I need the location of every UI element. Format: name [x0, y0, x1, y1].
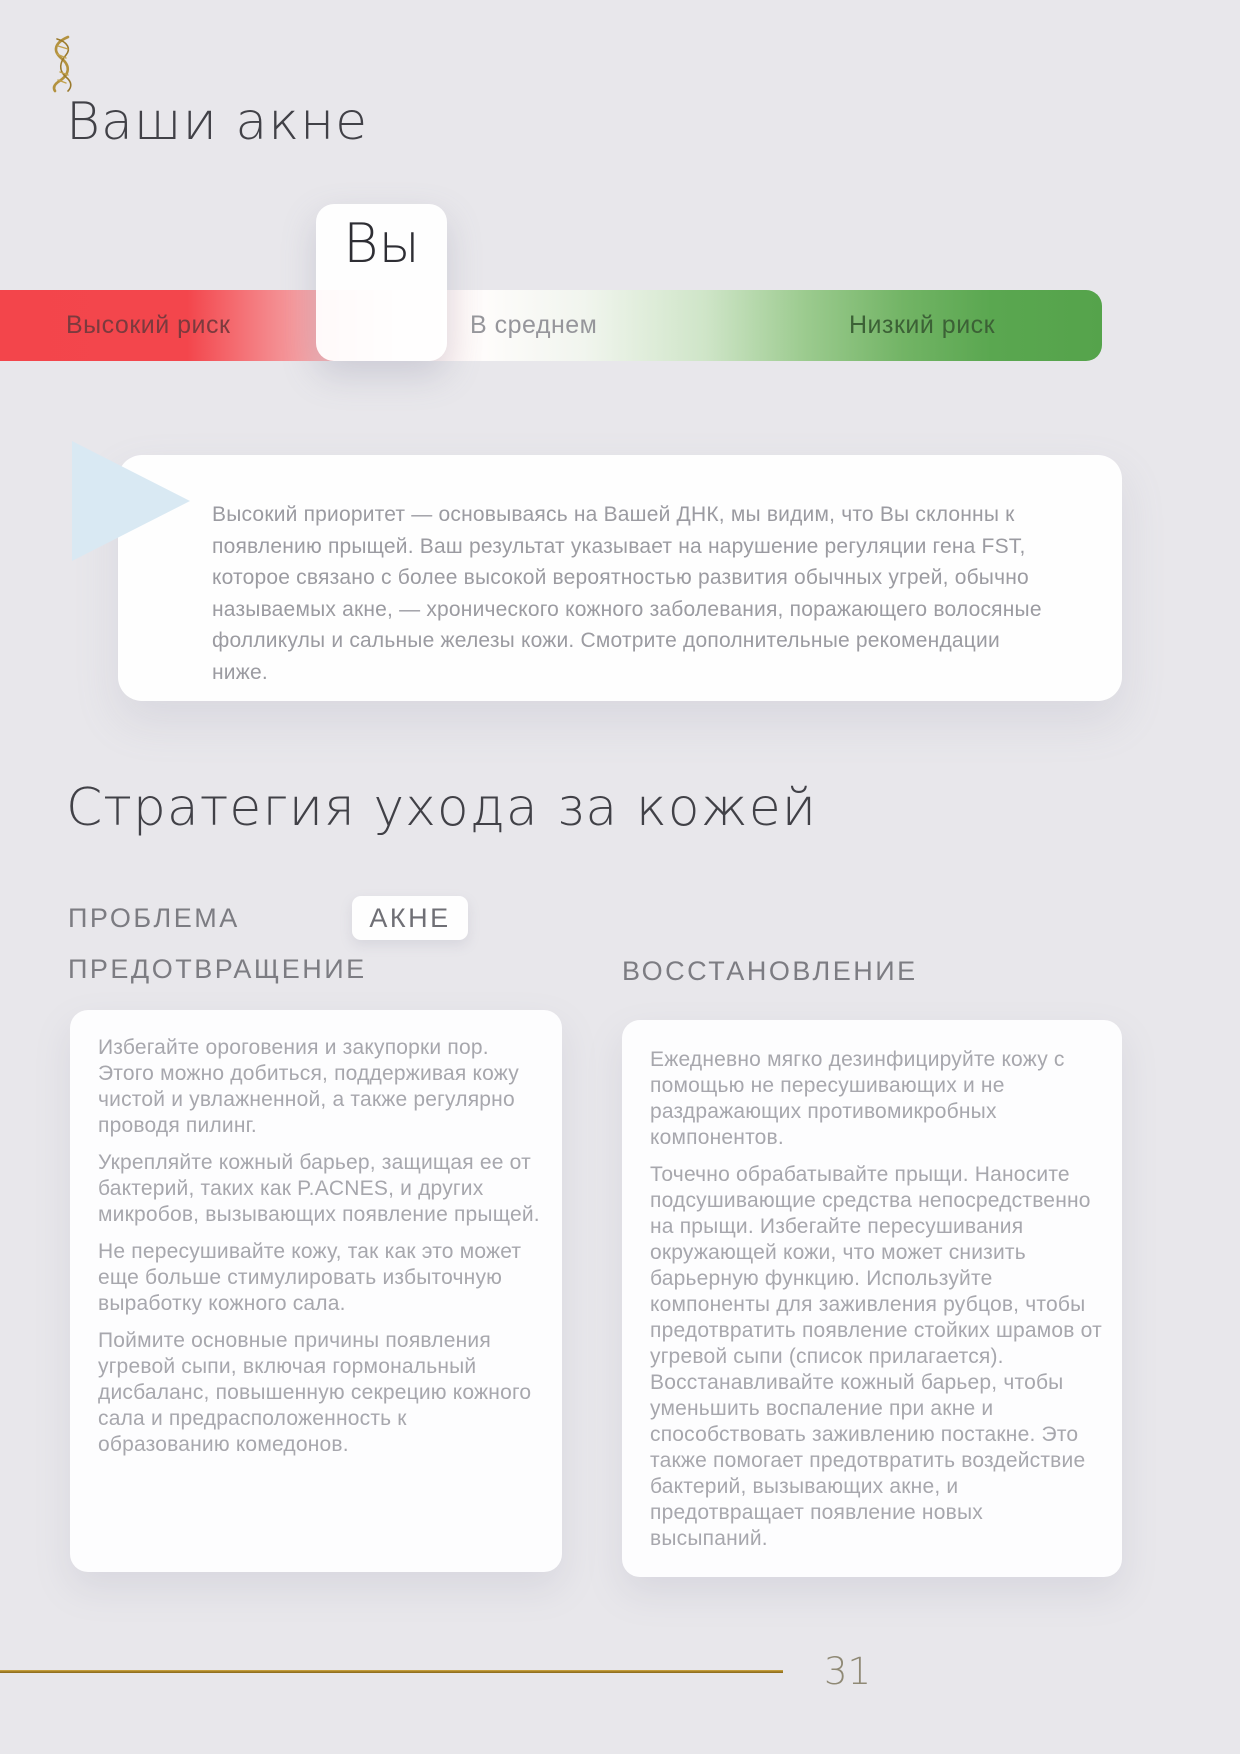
prevention-card: [70, 1010, 562, 1572]
page-title: Ваши акне: [66, 92, 369, 152]
risk-label-high: Высокий риск: [66, 311, 231, 339]
page-number: 31: [824, 1650, 872, 1693]
prevention-paragraph: Не пересушивайте кожу, так как это может еще больше стимулировать избыточную выработку кожного сала.: [98, 1240, 522, 1315]
problem-value-badge: [352, 896, 468, 940]
section-title: Стратегия ухода за кожей: [66, 778, 817, 838]
prevention-heading: ПРЕДОТВРАЩЕНИЕ: [68, 954, 367, 984]
restoration-paragraph: Точечно обрабатывайте прыщи. Наносите подсушивающие средства непосредственно на прыщи. Избегайте пересушивания окружающей кожи, что может снизить барьерную функцию. Используйте компоненты для заживления рубцов, чтобы предотвратить появление стойких шрамов от угревой сыпи (список прилагается). Восстанавливайте кожный барьер, чтобы уменьшить воспаление при акне и способствовать заживлению постакне. Это также помогает предотвратить воздействие бактерий, вызывающих акне, и предотвращает появление новых высыпаний.: [650, 1163, 1102, 1550]
prevention-paragraph: Укрепляйте кожный барьер, защищая ее от бактерий, таких как P.ACNES, и других микробов, вызывающих появление прыщей.: [98, 1151, 540, 1226]
risk-label-average: В среднем: [470, 311, 598, 339]
prevention-paragraph: Избегайте ороговения и закупорки пор. Этого можно добиться, поддерживая кожу чистой и увлажненной, а также регулярно проводя пилинг.: [98, 1036, 519, 1137]
user-risk-marker-label: Вы: [343, 212, 420, 275]
prevention-paragraph: Поймите основные причины появления угревой сыпи, включая гормональный дисбаланс, повышенную секрецию кожного сала и предрасположенность к образованию комедонов.: [98, 1329, 532, 1456]
problem-value-text: АКНЕ: [369, 902, 451, 933]
user-risk-marker: [316, 204, 447, 361]
restoration-card: [622, 1020, 1122, 1577]
risk-label-low: Низкий риск: [849, 311, 996, 339]
priority-callout-card: [118, 455, 1122, 701]
footer-divider: [0, 1670, 783, 1673]
restoration-paragraph: Ежедневно мягко дезинфицируйте кожу с помощью не пересушивающих и не раздражающих противомикробных компонентов.: [650, 1048, 1065, 1149]
dna-logo-icon: [46, 34, 80, 94]
callout-arrow-icon: [72, 441, 190, 566]
priority-callout-text: Высокий приоритет — основываясь на Вашей ДНК, мы видим, что Вы склонны к появлению прыщей. Ваш результат указывает на нарушение регуляции гена FST, которое связано с более высокой вероятностью развития обычных угрей, обычно называемых акне, — хронического кожного заболевания, поражающего волосяные фолликулы и сальные железы кожи. Смотрите дополнительные рекомендации ниже.: [212, 503, 1042, 684]
restoration-heading: ВОССТАНОВЛЕНИЕ: [622, 956, 918, 986]
problem-label: ПРОБЛЕМА: [68, 903, 240, 933]
